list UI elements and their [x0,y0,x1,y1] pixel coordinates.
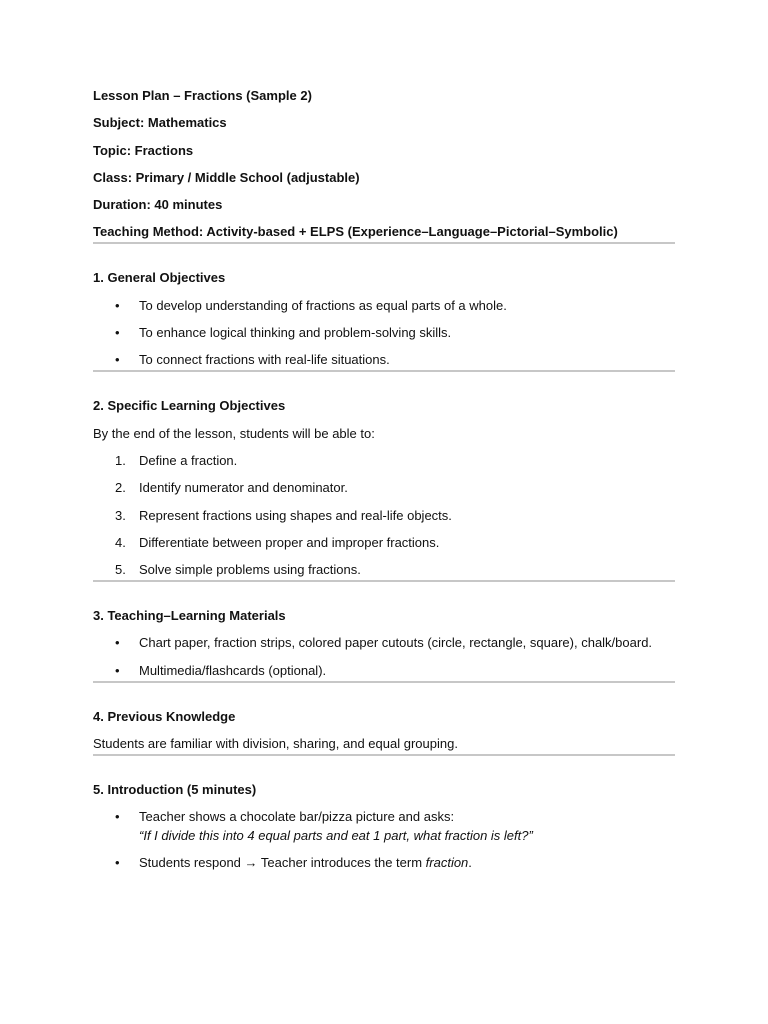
general-objectives-list [93,296,675,371]
bullet-icon: • [115,325,120,341]
header-block [93,86,675,242]
divider [93,242,675,244]
teaching-method-line: Teaching Method: Activity-based + ELPS (Experience–Language–Pictorial–Symbolic) [93,224,618,240]
introduction-heading: 5. Introduction (5 minutes) [93,782,257,798]
specific-objectives-list [93,451,675,580]
general-objectives-section [93,268,675,370]
bullet-icon: • [115,662,120,678]
bullet-icon: • [115,635,120,651]
lesson-title: Lesson Plan – Fractions (Sample 2) [93,88,312,103]
list-item: • Multimedia/flashcards (optional). [115,662,327,678]
specific-objectives-intro: By the end of the lesson, students will be able to: [93,425,375,441]
list-item: • To enhance logical thinking and problem-solving skills. [115,325,452,341]
duration-line: Duration: 40 minutes [93,197,223,213]
list-item: • Chart paper, fraction strips, colored paper cutouts (circle, rectangle, square), chalk/board. [115,635,653,651]
list-item: 4. Differentiate between proper and improper fractions. [115,534,440,550]
introduction-question: “If I divide this into 4 equal parts and eat 1 part, what fraction is left?” [139,828,533,844]
document-page [93,86,675,881]
list-item: • To connect fractions with real-life situations. [115,352,390,368]
fraction-term: fraction [425,855,469,871]
class-line: Class: Primary / Middle School (adjustable) [93,169,360,185]
previous-knowledge-section [93,707,675,754]
materials-section [93,606,675,681]
list-item: 3. Represent fractions using shapes and real-life objects. [115,507,452,523]
introduction-prompt: Teacher shows a chocolate bar/pizza picture and asks: [139,809,455,825]
introduction-section [93,780,675,881]
previous-knowledge-text: Students are familiar with division, sharing, and equal grouping. [93,736,458,752]
divider [93,580,675,582]
topic-line: Topic: Fractions [93,142,194,158]
bullet-icon: • [115,855,120,871]
list-item [93,807,675,853]
list-item: 2. Identify numerator and denominator. [115,480,348,496]
introduction-list [93,807,675,880]
list-item: 5. Solve simple problems using fractions. [115,562,361,578]
bullet-icon: • [115,809,120,825]
bullet-icon: • [115,297,120,313]
divider [93,370,675,372]
subject-line: Subject: Mathematics [93,115,227,131]
general-objectives-heading: 1. General Objectives [93,270,226,286]
list-item: • Students respond → Teacher introduces the term fraction. [115,855,472,871]
bullet-icon: • [115,352,120,368]
list-item: • To develop understanding of fractions as equal parts of a whole. [115,297,507,313]
divider [93,754,675,756]
specific-objectives-section [93,396,675,580]
specific-objectives-heading: 2. Specific Learning Objectives [93,398,286,414]
materials-heading: 3. Teaching–Learning Materials [93,608,286,624]
materials-list [93,633,675,680]
previous-knowledge-heading: 4. Previous Knowledge [93,708,236,724]
list-item: 1. Define a fraction. [115,452,238,468]
divider [93,681,675,683]
